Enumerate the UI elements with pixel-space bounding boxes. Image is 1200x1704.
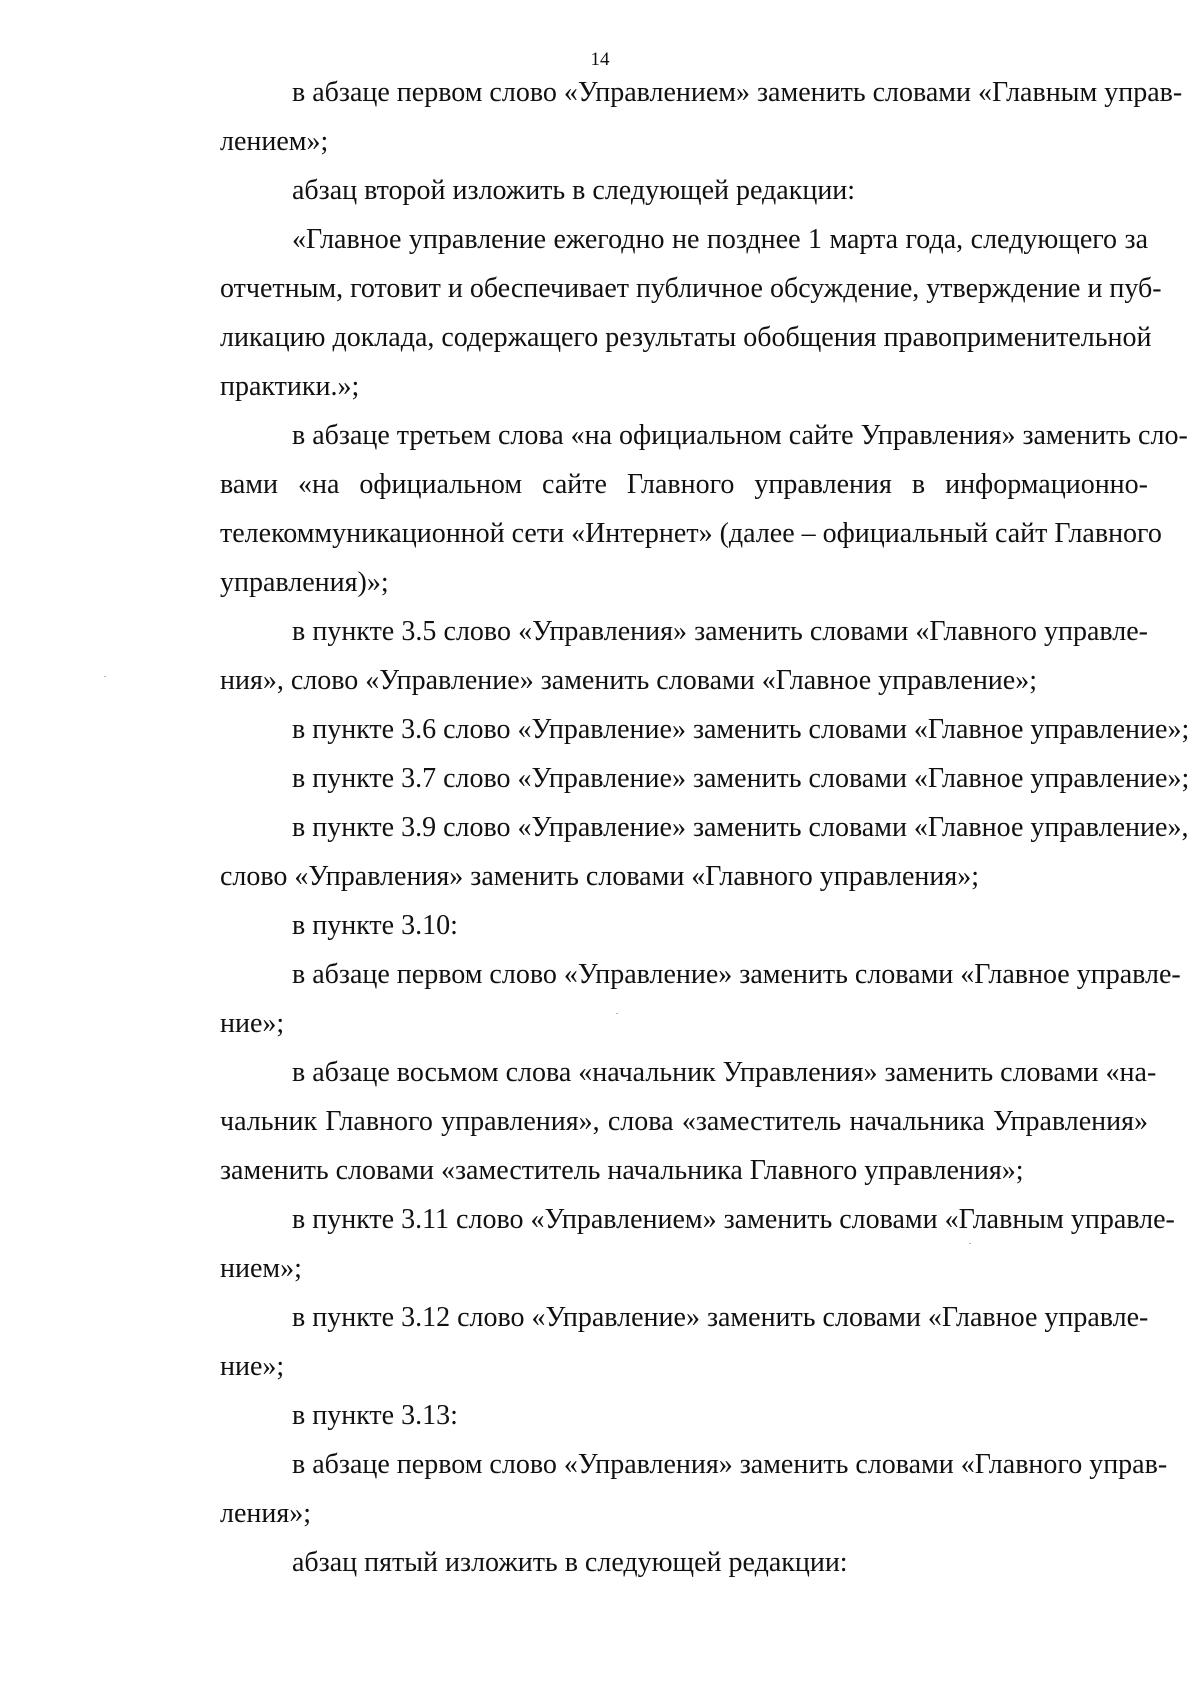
- document-body: [148, 68, 1190, 1587]
- text-line: слово «Управления» заменить словами «Главного управления»;: [220, 861, 980, 892]
- text-line: в пункте 3.9 слово «Управление» заменить словами «Главное управление»,: [292, 812, 1189, 843]
- paragraph-4: [148, 411, 1188, 607]
- text-line: ления»;: [220, 1498, 312, 1529]
- paragraph-9: [148, 901, 1148, 950]
- text-line: в пункте 3.6 слово «Управление» заменить словами «Главное управление»;: [292, 714, 1190, 745]
- paragraph-2: [148, 166, 1148, 215]
- text-line: в абзаце восьмом слова «начальник Управления» заменить словами «на-: [292, 1057, 1157, 1088]
- paragraph-15: [148, 1440, 1168, 1538]
- text-line: ликацию доклада, содержащего результаты обобщения правоприменительной: [220, 322, 1152, 353]
- paragraph-14: [148, 1391, 1148, 1440]
- text-line: управления)»;: [220, 567, 389, 598]
- text-line: в абзаце третьем слова «на официальном сайте Управления» заменить сло-: [292, 420, 1188, 451]
- text-line: чальник Главного управления», слова «заместитель начальника Управления»: [220, 1106, 1148, 1137]
- text-line: заменить словами «заместитель начальника Главного управления»;: [220, 1155, 1024, 1186]
- paragraph-11: [148, 1048, 1157, 1195]
- text-line: ния», слово «Управление» заменить словами «Главное управление»;: [220, 665, 1037, 696]
- paragraph-7: [148, 754, 1190, 803]
- text-line: нием»;: [220, 1253, 302, 1284]
- text-line: ние»;: [220, 1008, 285, 1039]
- paragraph-3: [148, 215, 1162, 411]
- text-line: в абзаце первом слово «Управления» заменить словами «Главного управ-: [292, 1449, 1168, 1480]
- scan-speck: [104, 676, 106, 677]
- text-line: отчетным, готовит и обеспечивает публичное обсуждение, утверждение и пуб-: [220, 273, 1162, 304]
- paragraph-12: [148, 1195, 1175, 1293]
- paragraph-5: [148, 607, 1148, 705]
- scan-speck: [969, 1243, 971, 1244]
- text-line: ние»;: [220, 1351, 285, 1382]
- scan-speck: [616, 1013, 618, 1014]
- paragraph-16: [148, 1538, 1148, 1587]
- paragraph-8: [148, 803, 1189, 901]
- page-number: 14: [590, 49, 610, 70]
- text-line: практики.»;: [220, 371, 360, 402]
- text-line: «Главное управление ежегодно не позднее 1 марта года, следующего за: [292, 224, 1148, 255]
- text-line: в пункте 3.11 слово «Управлением» заменить словами «Главным управле-: [292, 1204, 1175, 1235]
- text-line: в абзаце первом слово «Управлением» заменить словами «Главным управ-: [292, 77, 1183, 108]
- text-line: в пункте 3.10:: [292, 910, 458, 941]
- text-line: вами «на официальном сайте Главного управления в информационно-: [220, 469, 1148, 500]
- text-line: абзац пятый изложить в следующей редакции:: [292, 1547, 848, 1578]
- text-line: в абзаце первом слово «Управление» заменить словами «Главное управле-: [292, 959, 1181, 990]
- text-line: лением»;: [220, 126, 329, 157]
- text-line: в пункте 3.7 слово «Управление» заменить словами «Главное управление»;: [292, 763, 1190, 794]
- paragraph-10: [148, 950, 1181, 1048]
- text-line: в пункте 3.13:: [292, 1400, 458, 1431]
- text-line: абзац второй изложить в следующей редакции:: [292, 175, 856, 206]
- paragraph-13: [148, 1293, 1148, 1391]
- text-line: в пункте 3.5 слово «Управления» заменить словами «Главного управле-: [292, 616, 1148, 647]
- text-line: телекоммуникационной сети «Интернет» (далее – официальный сайт Главного: [220, 518, 1162, 549]
- paragraph-6: [148, 705, 1190, 754]
- text-line: в пункте 3.12 слово «Управление» заменить словами «Главное управле-: [292, 1302, 1149, 1333]
- paragraph-1: [148, 68, 1183, 166]
